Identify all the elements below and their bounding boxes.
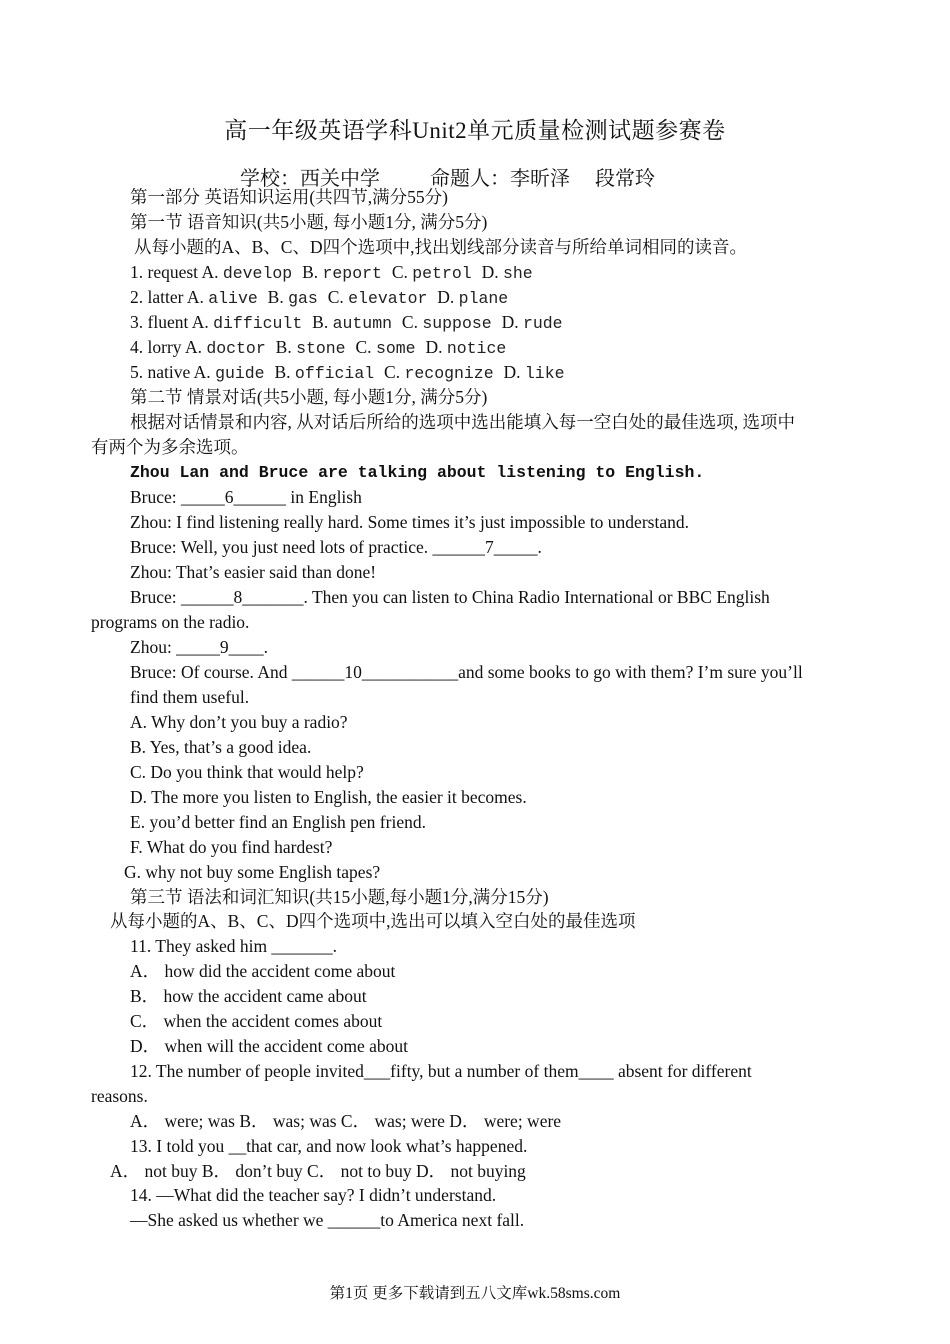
question-14: 14. —What did the teacher say? I didn’t understand. [130,1185,497,1205]
dialog-option: B. Yes, that’s a good idea. [130,737,312,757]
dialog-line: Bruce: _____6______ in English [130,487,362,507]
question-11-option: C． when the accident comes about [130,1011,383,1031]
dialog-line: Zhou: That’s easier said than done! [130,562,377,582]
dialog-line: Bruce: Of course. And ______10___________and some books to go with them? I’m sure you’ll [130,662,803,682]
dialog-option: F. What do you find hardest? [130,837,333,857]
subtitle-school-authors: 学校：西关中学 命题人：李昕泽 段常玲 [240,168,655,190]
question-14-cont: —She asked us whether we ______to America next fall. [130,1210,525,1230]
phonetics-item: 2. latter A. alive B. gas C. elevator D. plane [130,287,509,308]
page-footer: 第1页 更多下载请到五八文库wk.58sms.com [329,1285,621,1302]
question-11-option: A． how did the accident come about [130,961,396,981]
section3-heading: 第三节 语法和词汇知识(共15小题,每小题1分,满分15分) [130,887,549,907]
question-12-options: A． were; was B． was; was C． was; were D． were; were [130,1111,562,1131]
dialog-intro: Zhou Lan and Bruce are talking about listening to English. [130,463,705,482]
dialog-line: Zhou: _____9____. [130,637,269,657]
question-12-cont: reasons. [91,1086,148,1106]
dialog-line: Bruce: ______8_______. Then you can listen to China Radio International or BBC English [130,587,770,607]
section1-instruction: 从每小题的A、B、C、D四个选项中,找出划线部分读音与所给单词相同的读音。 [134,237,747,257]
section2-instruction: 根据对话情景和内容, 从对话后所给的选项中选出能填入每一空白处的最佳选项, 选项中 [130,412,795,432]
question-11-option: B． how the accident came about [130,986,367,1006]
phonetics-item: 3. fluent A. difficult B. autumn C. suppose D. rude [130,312,563,333]
dialog-option: G. why not buy some English tapes? [124,862,381,882]
question-12: 12. The number of people invited___fifty, but a number of them____ absent for different [130,1061,752,1081]
question-13: 13. I told you __that car, and now look what’s happened. [130,1136,528,1156]
question-13-options: A． not buy B． don’t buy C． not to buy D． not buying [110,1161,526,1181]
dialog-option: C. Do you think that would help? [130,762,364,782]
page-title: 高一年级英语学科Unit2单元质量检测试题参赛卷 [224,118,726,143]
section1-heading: 第一节 语音知识(共5小题, 每小题1分, 满分5分) [130,212,488,232]
section2-heading: 第二节 情景对话(共5小题, 每小题1分, 满分5分) [130,387,488,407]
section3-instruction: 从每小题的A、B、C、D四个选项中,选出可以填入空白处的最佳选项 [110,911,636,931]
dialog-line: Bruce: Well, you just need lots of practice. ______7_____. [130,537,542,557]
dialog-option: A. Why don’t you buy a radio? [130,712,348,732]
phonetics-item: 5. native A. guide B. official C. recognize D. like [130,362,565,383]
question-11-option: D． when will the accident come about [130,1036,408,1056]
phonetics-item: 4. lorry A. doctor B. stone C. some D. notice [130,337,507,358]
question-11: 11. They asked him _______. [130,936,338,956]
phonetics-item: 1. request A. develop B. report C. petrol D. she [130,262,533,283]
dialog-line: Zhou: I find listening really hard. Some times it’s just impossible to understand. [130,512,689,532]
section2-instruction-cont: 有两个为多余选项。 [91,437,249,457]
dialog-line: programs on the radio. [91,612,250,632]
dialog-line: find them useful. [130,687,250,707]
dialog-option: D. The more you listen to English, the easier it becomes. [130,787,527,807]
dialog-option: E. you’d better find an English pen friend. [130,812,426,832]
part1-heading: 第一部分 英语知识运用(共四节,满分55分) [130,187,448,207]
